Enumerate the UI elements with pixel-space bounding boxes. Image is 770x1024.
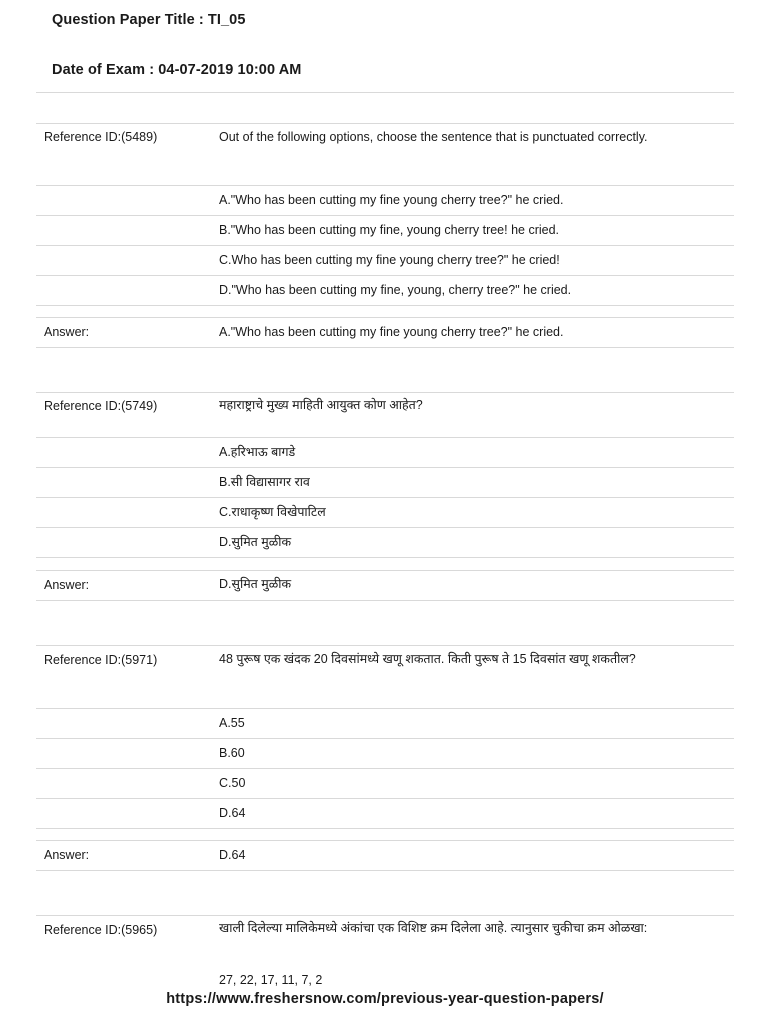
option-b: B.60 <box>219 746 245 760</box>
divider <box>36 768 734 769</box>
divider <box>36 527 734 528</box>
option-a: A."Who has been cutting my fine young cherry tree?" he cried. <box>219 193 564 207</box>
divider <box>36 392 734 393</box>
reference-id: Reference ID:(5965) <box>44 923 158 937</box>
divider <box>36 557 734 558</box>
divider <box>36 798 734 799</box>
option-a: A.55 <box>219 716 245 730</box>
divider <box>36 645 734 646</box>
answer-label: Answer: <box>44 848 90 862</box>
answer-text: A."Who has been cutting my fine young cherry tree?" he cried. <box>219 325 564 339</box>
reference-id: Reference ID:(5971) <box>44 653 158 667</box>
option-d: D.सुमित मुळीक <box>219 535 292 549</box>
divider <box>36 467 734 468</box>
divider <box>36 92 734 93</box>
question-paper-title: Question Paper Title : TI_05 <box>52 12 246 28</box>
exam-date: Date of Exam : 04-07-2019 10:00 AM <box>52 62 302 78</box>
divider <box>36 497 734 498</box>
divider <box>36 305 734 306</box>
divider <box>36 347 734 348</box>
divider <box>36 840 734 841</box>
divider <box>36 245 734 246</box>
question-text: महाराष्ट्राचे मुख्य माहिती आयुक्त कोण आहेत? <box>219 398 423 412</box>
number-series: 27, 22, 17, 11, 7, 2 <box>219 973 323 987</box>
divider <box>36 708 734 709</box>
option-c: C.राधाकृष्ण विखेपाटिल <box>219 505 326 519</box>
option-c: C.Who has been cutting my fine young cherry tree?" he cried! <box>219 253 560 267</box>
divider <box>36 828 734 829</box>
answer-label: Answer: <box>44 325 90 339</box>
question-text: 48 पुरूष एक खंदक 20 दिवसांमध्ये खणू शकतात. किती पुरूष ते 15 दिवसांत खणू शकतील? <box>219 652 636 666</box>
divider <box>36 738 734 739</box>
divider <box>36 870 734 871</box>
answer-text: D.64 <box>219 848 246 862</box>
option-a: A.हरिभाऊ बागडे <box>219 445 296 459</box>
option-b: B."Who has been cutting my fine, young cherry tree! he cried. <box>219 223 560 237</box>
divider <box>36 915 734 916</box>
option-c: C.50 <box>219 776 246 790</box>
footer-url[interactable]: https://www.freshersnow.com/previous-year-question-papers/ <box>166 991 604 1007</box>
option-d: D."Who has been cutting my fine, young, cherry tree?" he cried. <box>219 283 572 297</box>
option-b: B.सी विद्यासागर राव <box>219 475 310 489</box>
divider <box>36 570 734 571</box>
answer-label: Answer: <box>44 578 90 592</box>
question-text: Out of the following options, choose the sentence that is punctuated correctly. <box>219 130 648 144</box>
divider <box>36 600 734 601</box>
divider <box>36 123 734 124</box>
divider <box>36 215 734 216</box>
divider <box>36 275 734 276</box>
reference-id: Reference ID:(5749) <box>44 399 158 413</box>
option-d: D.64 <box>219 806 246 820</box>
question-text: खाली दिलेल्या मालिकेमध्ये अंकांचा एक विशिष्ट क्रम दिलेला आहे. त्यानुसार चुकीचा क्रम ओळखा: <box>219 921 648 935</box>
divider <box>36 185 734 186</box>
divider <box>36 437 734 438</box>
reference-id: Reference ID:(5489) <box>44 130 158 144</box>
answer-text: D.सुमित मुळीक <box>219 577 292 591</box>
divider <box>36 317 734 318</box>
